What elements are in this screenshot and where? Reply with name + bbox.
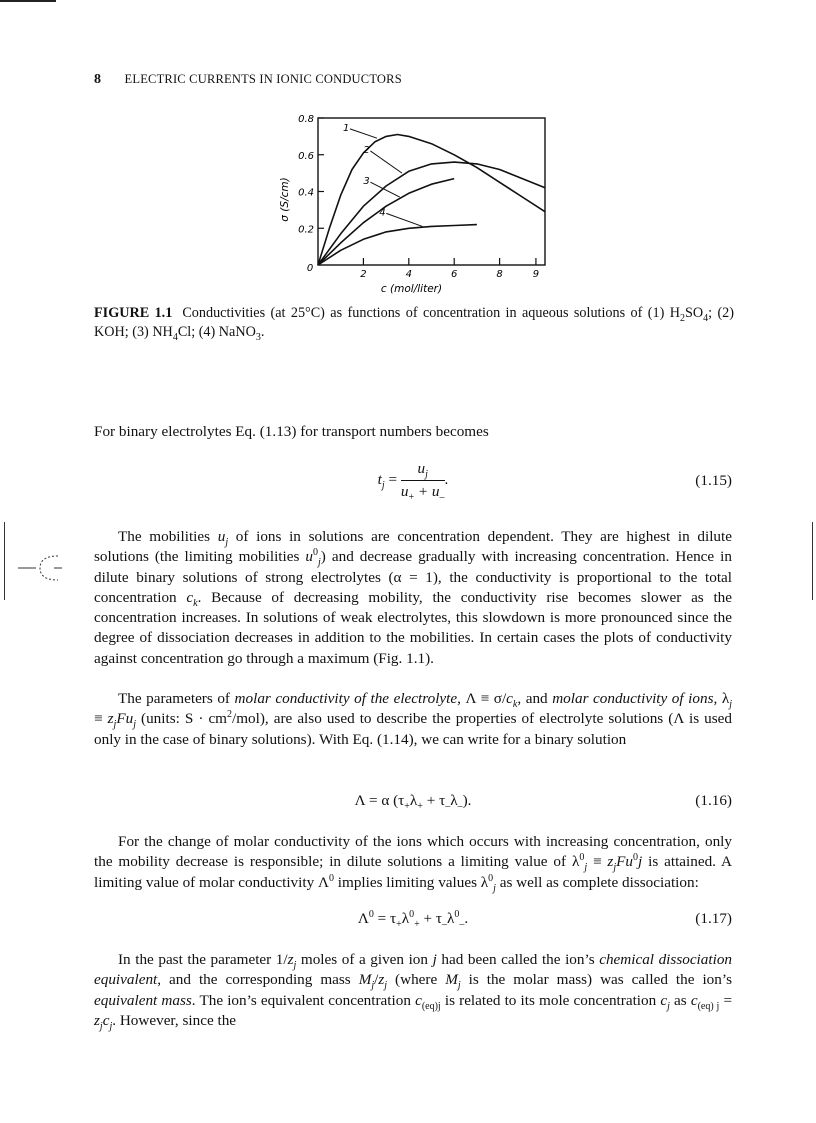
equation-1-17: $\Lambda^0 = \tau_+\lambda^0_+ + \tau_-\lambda^0_-$. (1.17)	[357, 908, 732, 931]
x-tick-label: 2	[360, 269, 367, 280]
equation-1-15: $t_j$ = $\frac{u_j}{u_+ + u_-}$ . (1.15)	[377, 460, 732, 504]
x-tick-label: 9	[532, 269, 540, 280]
origin-label: 0	[306, 263, 314, 274]
margin-registration-icon	[18, 550, 62, 586]
series-line-2	[318, 162, 545, 265]
paragraph-molar-conductivity: The parameters of molar conductivity of the electrolyte, $\Lambda \equiv \sigma/c_k$, and molar conductivity of ions, $\lambda_j \equiv z_jFu_j$ (units: $S \cdot cm^2/mol$), are also used to describe the properties of electrolyte solutions (Λ is used only in the case of binary solutions). With Eq. (1.14), we can write for a binary solution	[94, 690, 732, 748]
y-tick-label: 0.8	[298, 114, 314, 125]
series-leader-4	[386, 213, 422, 226]
y-tick-label: 0.6	[298, 150, 314, 162]
running-title: ELECTRIC CURRENTS IN IONIC CONDUCTORS	[124, 72, 402, 86]
equation-number: (1.16)	[695, 792, 732, 809]
crop-mark-right	[812, 522, 813, 600]
page-number: 8	[94, 72, 102, 87]
x-tick-label: 6	[451, 269, 458, 280]
y-tick-label: 0.2	[298, 224, 314, 236]
plot-frame	[318, 118, 545, 265]
series-label-3: 3	[363, 176, 370, 188]
equation-number: (1.15)	[695, 472, 732, 489]
series-label-1: 1	[342, 122, 350, 134]
crop-mark-left	[4, 522, 5, 600]
running-header	[94, 72, 402, 88]
fraction: $\frac{u_j}{u_+ + u_-}$	[400, 460, 445, 504]
x-tick-label: 4	[405, 269, 412, 280]
conductivity-chart	[270, 108, 550, 298]
top-rule	[0, 0, 56, 2]
figure-caption: FIGURE 1.1 Conductivities (at 25°C) as functions of concentration in aqueous solutions of (1) $H_2SO_4$; (2) KOH; (3) $NH_4Cl$; (4) NaNO$_3$.	[94, 305, 734, 343]
figure-label: FIGURE 1.1	[94, 305, 173, 321]
series-leader-1	[350, 129, 377, 138]
y-tick-label: 0.4	[298, 187, 314, 199]
equation-1-16: Λ = α $(\tau_+\lambda_+ + \tau_-\lambda_-)$. (1.16)	[354, 792, 732, 813]
series-label-4: 4	[379, 207, 386, 219]
paragraph-binary-electrolytes: For binary electrolytes Eq. (1.13) for transport numbers becomes	[94, 423, 489, 440]
paragraph-limiting-values: For the change of molar conductivity of the ions which occurs with increasing concentration, only the mobility decrease is responsible; in dilute solutions a limiting value of $\lambda^0_j \equiv z_jFu^0j$ is attained. A limiting value of molar conductivity $\Lambda^0$ implies limiting values $\lambda^0_j$ as well as complete dissociation:	[94, 833, 732, 894]
paragraph-mobilities: The mobilities $u_j$ of ions in solutions are concentration dependent. They are highest in dilute solutions (the limiting mobilities $u^0_j$) and decrease gradually with increasing concentration. Hence in dilute binary solutions of strong electrolytes (α = 1), the conductivity is proportional to the total concentration $c_k$. Because of decreasing mobility, the conductivity rise becomes slower as the concentration increases. In solutions of weak electrolytes, this slowdown is more pronounced since the degree of dissociation decreases in addition to the mobilities. In certain cases the plots of conductivity against concentration go through a maximum (Fig. 1.1).	[94, 528, 732, 667]
y-axis-label: σ (S/cm)	[279, 177, 291, 222]
x-axis-label: c (mol/liter)	[380, 283, 443, 295]
series-leader-3	[370, 182, 399, 197]
series-leader-2	[370, 151, 402, 173]
x-tick-label: 8	[496, 269, 503, 280]
equation-number: (1.17)	[695, 910, 732, 927]
paragraph-equivalent: In the past the parameter $1/z_j$ moles of a given ion j had been called the ion’s chemical dissociation equivalent, and the corresponding mass $M_j/z_j$ (where $M_j$ is the molar mass) was called the ion’s equivalent mass. The ion’s equivalent concentration $c_{(eq)j}$ is related to its mole concentration $c_j$ as $c_{(eq) j} = z_jc_j$. However, since the	[94, 951, 733, 1032]
series-label-2: 2	[363, 144, 370, 156]
series-line-4	[318, 225, 477, 265]
